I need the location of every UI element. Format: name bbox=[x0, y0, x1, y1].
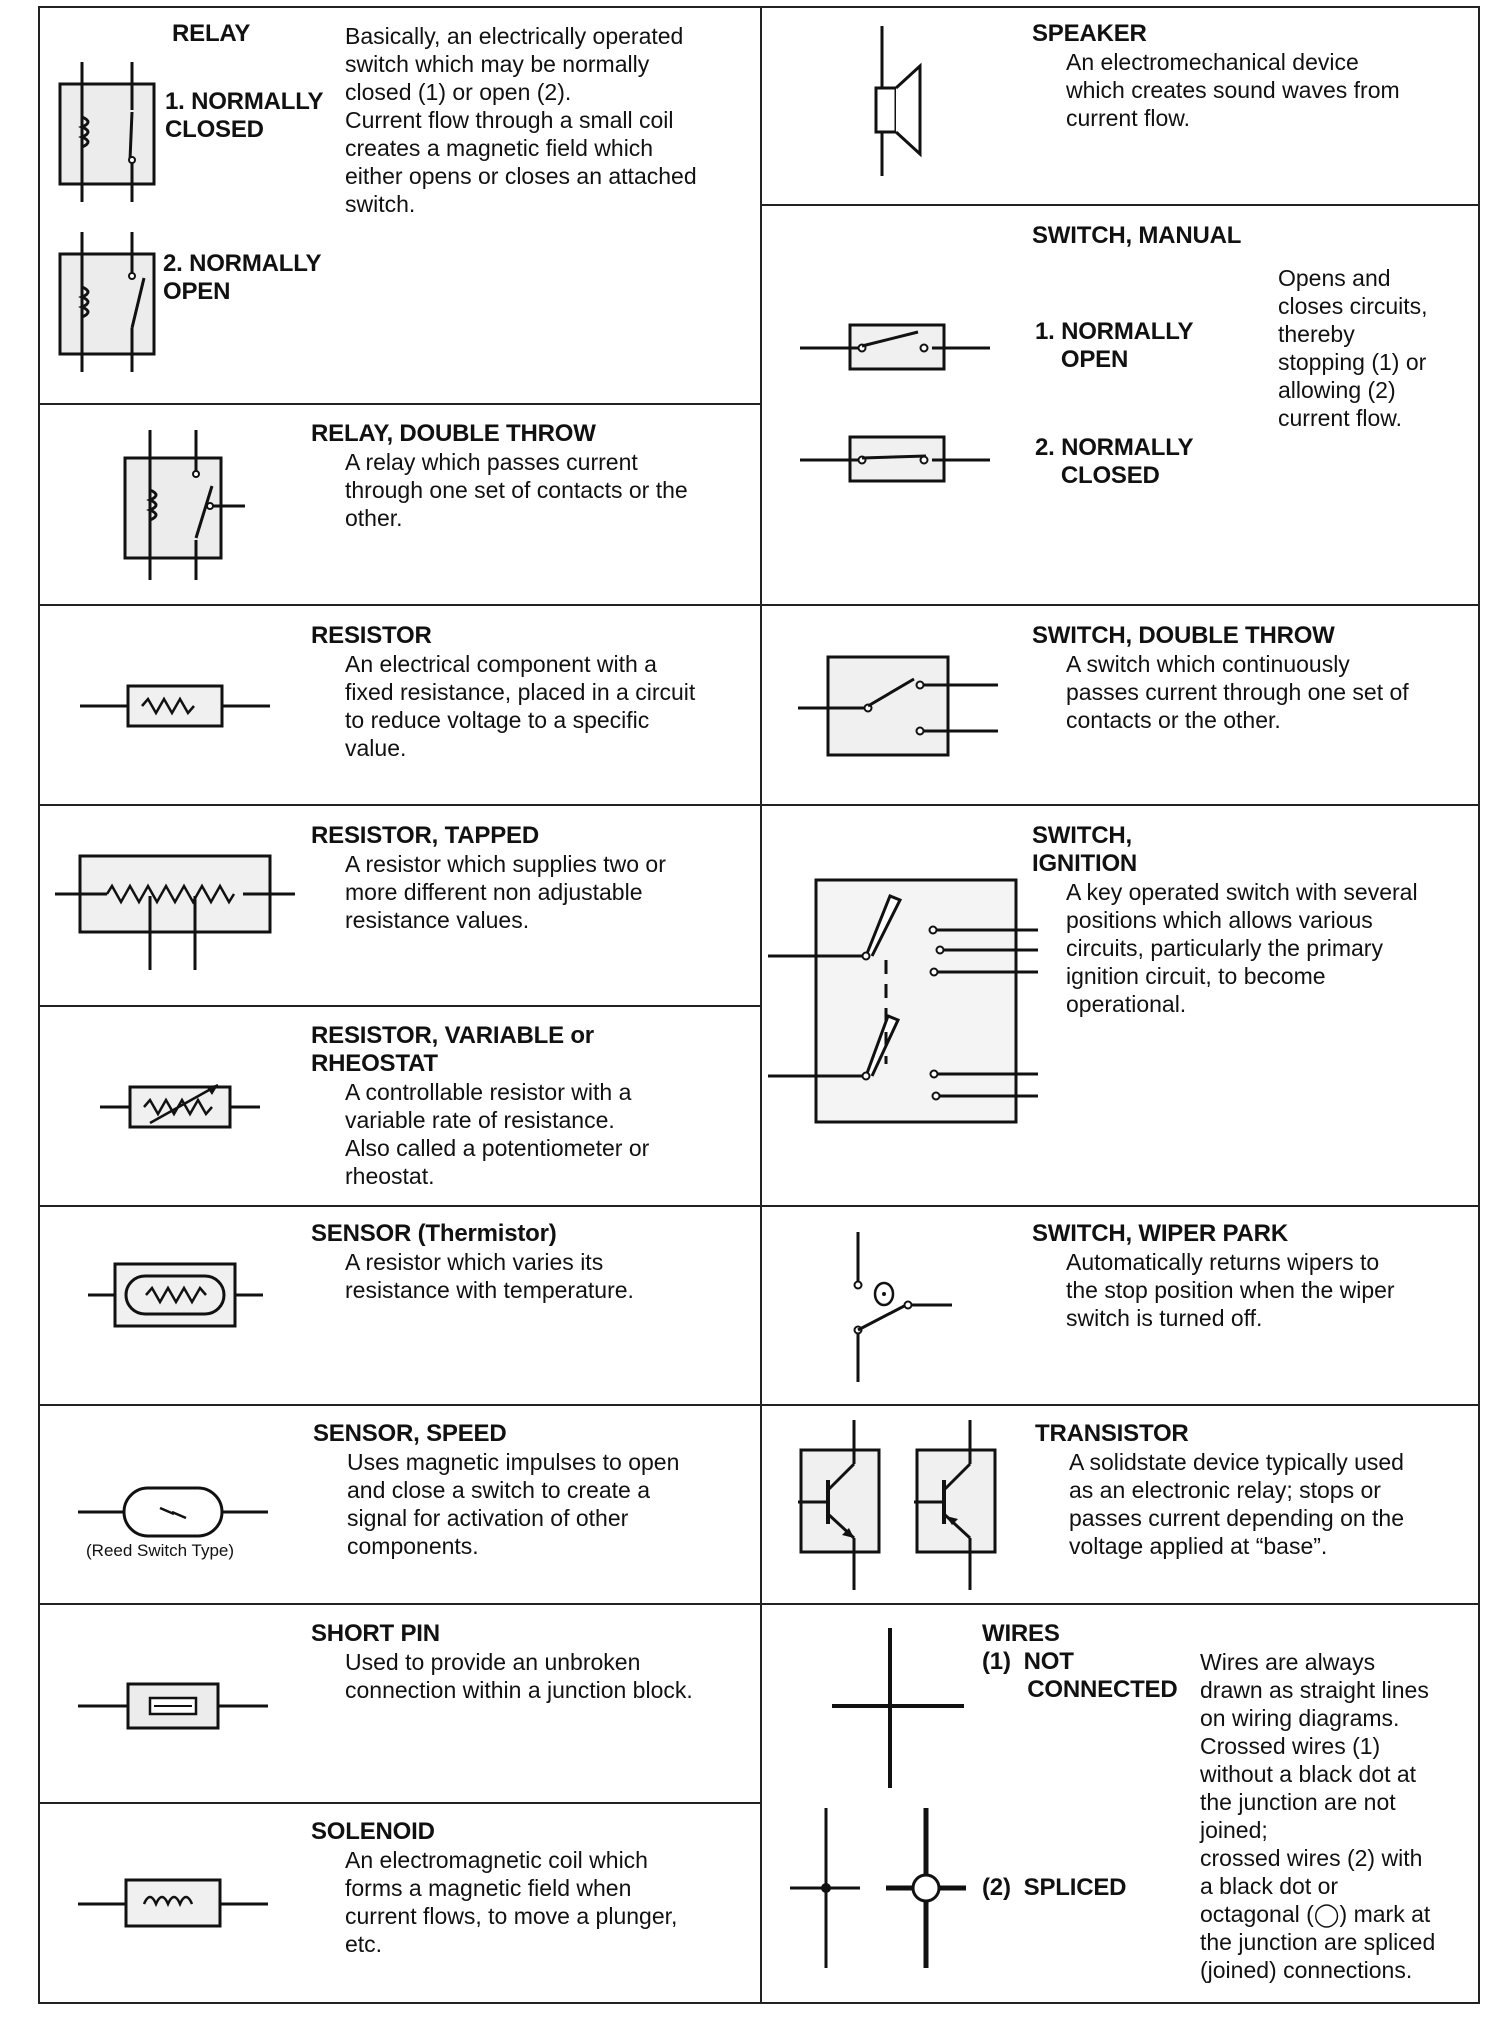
resistor-tapped-description: A resistor which supplies two or more different non adjustable resistance values. bbox=[345, 851, 666, 933]
sensor-speed-description: Uses magnetic impulses to open and close a switch to create a signal for activation of other components. bbox=[347, 1449, 680, 1559]
switch-manual-variant-normally-closed: 2. NORMALLY CLOSED bbox=[1035, 434, 1194, 489]
wires-spliced-icon bbox=[790, 1808, 1000, 1968]
resistor-variable-title: RESISTOR, VARIABLE or RHEOSTAT bbox=[311, 1022, 594, 1077]
switch-double-throw-icon bbox=[798, 655, 998, 757]
transistor-description: A solidstate device typically used as an electronic relay; stops or passes current depending on the voltage applied at “base”. bbox=[1069, 1449, 1405, 1559]
switch-manual-normally-closed-icon bbox=[800, 434, 990, 484]
speed-sensor-caption: (Reed Switch Type) bbox=[86, 1541, 235, 1560]
relay-double-throw-title: RELAY, DOUBLE THROW bbox=[311, 420, 596, 447]
switch-manual-variant-normally-open: 1. NORMALLY OPEN bbox=[1035, 318, 1194, 373]
switch-ignition-icon bbox=[768, 878, 1038, 1128]
transistor-npn-icon bbox=[798, 1420, 888, 1590]
divider bbox=[760, 204, 1480, 206]
resistor-title: RESISTOR bbox=[311, 622, 432, 649]
switch-wiper-park-icon bbox=[838, 1232, 958, 1382]
switch-double-throw-title: SWITCH, DOUBLE THROW bbox=[1032, 622, 1335, 649]
wires-not-connected-icon bbox=[832, 1628, 964, 1788]
relay-normally-closed-icon bbox=[52, 62, 162, 202]
relay-description: Basically, an electrically operated switch which may be normally closed (1) or open (2). Current flow through a small coil creates a magnetic field which either opens or closes an attached switch. bbox=[345, 23, 697, 217]
relay-variant-normally-open: 2. NORMALLY OPEN bbox=[163, 250, 322, 305]
relay-normally-open-icon bbox=[52, 232, 162, 372]
wires-description: Wires are always drawn as straight lines on wiring diagrams. Crossed wires (1) without a black dot at the junction are not joined; crossed wires (2) with a black dot or octagonal (◯) mark at the junction are spliced (joined) connections. bbox=[1200, 1649, 1436, 1983]
column-divider bbox=[760, 6, 762, 2004]
divider bbox=[38, 1603, 760, 1605]
switch-manual-normally-open-icon bbox=[800, 322, 990, 372]
speaker-description: An electromechanical device which creates sound waves from current flow. bbox=[1066, 49, 1400, 131]
divider bbox=[38, 1205, 760, 1207]
relay-double-throw-description: A relay which passes current through one set of contacts or the other. bbox=[345, 449, 688, 531]
solenoid-description: An electromagnetic coil which forms a magnetic field when current flows, to move a plunger, etc. bbox=[345, 1847, 678, 1957]
resistor-icon bbox=[80, 680, 270, 730]
switch-wiper-park-title: SWITCH, WIPER PARK bbox=[1032, 1220, 1288, 1247]
speaker-title: SPEAKER bbox=[1032, 20, 1147, 47]
short-pin-icon bbox=[78, 1676, 268, 1732]
switch-manual-description: Opens and closes circuits, thereby stopping (1) or allowing (2) current flow. bbox=[1278, 265, 1428, 431]
divider bbox=[760, 804, 1480, 806]
wires-label-not-connected: (1) NOT CONNECTED bbox=[982, 1648, 1178, 1703]
solenoid-title: SOLENOID bbox=[311, 1818, 435, 1845]
speaker-icon bbox=[860, 26, 940, 176]
wires-title: WIRES bbox=[982, 1620, 1060, 1647]
divider bbox=[760, 1404, 1480, 1406]
switch-manual-title: SWITCH, MANUAL bbox=[1032, 222, 1242, 249]
solenoid-icon bbox=[78, 1874, 268, 1930]
switch-wiper-park-description: Automatically returns wipers to the stop position when the wiper switch is turned off. bbox=[1066, 1249, 1395, 1331]
transistor-title: TRANSISTOR bbox=[1035, 1420, 1189, 1447]
divider bbox=[760, 1205, 1480, 1207]
rheostat-icon bbox=[100, 1075, 260, 1135]
divider bbox=[38, 403, 760, 405]
relay-variant-normally-closed: 1. NORMALLY CLOSED bbox=[165, 88, 324, 143]
switch-ignition-description: A key operated switch with several positions which allows various circuits, particularly the primary ignition circuit, to become operational. bbox=[1066, 879, 1418, 1017]
wires-label-spliced: (2) SPLICED bbox=[982, 1874, 1127, 1901]
resistor-tapped-title: RESISTOR, TAPPED bbox=[311, 822, 539, 849]
sensor-thermistor-description: A resistor which varies its resistance with temperature. bbox=[345, 1249, 634, 1303]
speed-sensor-reed-switch-icon bbox=[78, 1480, 268, 1544]
divider bbox=[38, 1005, 760, 1007]
relay-title: RELAY bbox=[172, 20, 251, 47]
resistor-variable-description: A controllable resistor with a variable rate of resistance. Also called a potentiometer or rheostat. bbox=[345, 1079, 650, 1189]
switch-double-throw-description: A switch which continuously passes current through one set of contacts or the other. bbox=[1066, 651, 1409, 733]
divider bbox=[760, 604, 1480, 606]
divider bbox=[38, 1802, 760, 1804]
divider bbox=[38, 804, 760, 806]
divider bbox=[38, 1404, 760, 1406]
resistor-tapped-icon bbox=[55, 852, 295, 972]
short-pin-description: Used to provide an unbroken connection within a junction block. bbox=[345, 1649, 693, 1703]
transistor-pnp-icon bbox=[914, 1420, 1004, 1590]
switch-ignition-title: SWITCH, IGNITION bbox=[1032, 822, 1138, 877]
thermistor-icon bbox=[88, 1260, 263, 1330]
sensor-speed-title: SENSOR, SPEED bbox=[313, 1420, 507, 1447]
relay-double-throw-icon bbox=[110, 430, 250, 580]
sensor-thermistor-title: SENSOR (Thermistor) bbox=[311, 1220, 557, 1247]
short-pin-title: SHORT PIN bbox=[311, 1620, 440, 1647]
divider bbox=[38, 604, 760, 606]
resistor-description: An electrical component with a fixed resistance, placed in a circuit to reduce voltage to a specific value. bbox=[345, 651, 696, 761]
divider bbox=[760, 1603, 1480, 1605]
